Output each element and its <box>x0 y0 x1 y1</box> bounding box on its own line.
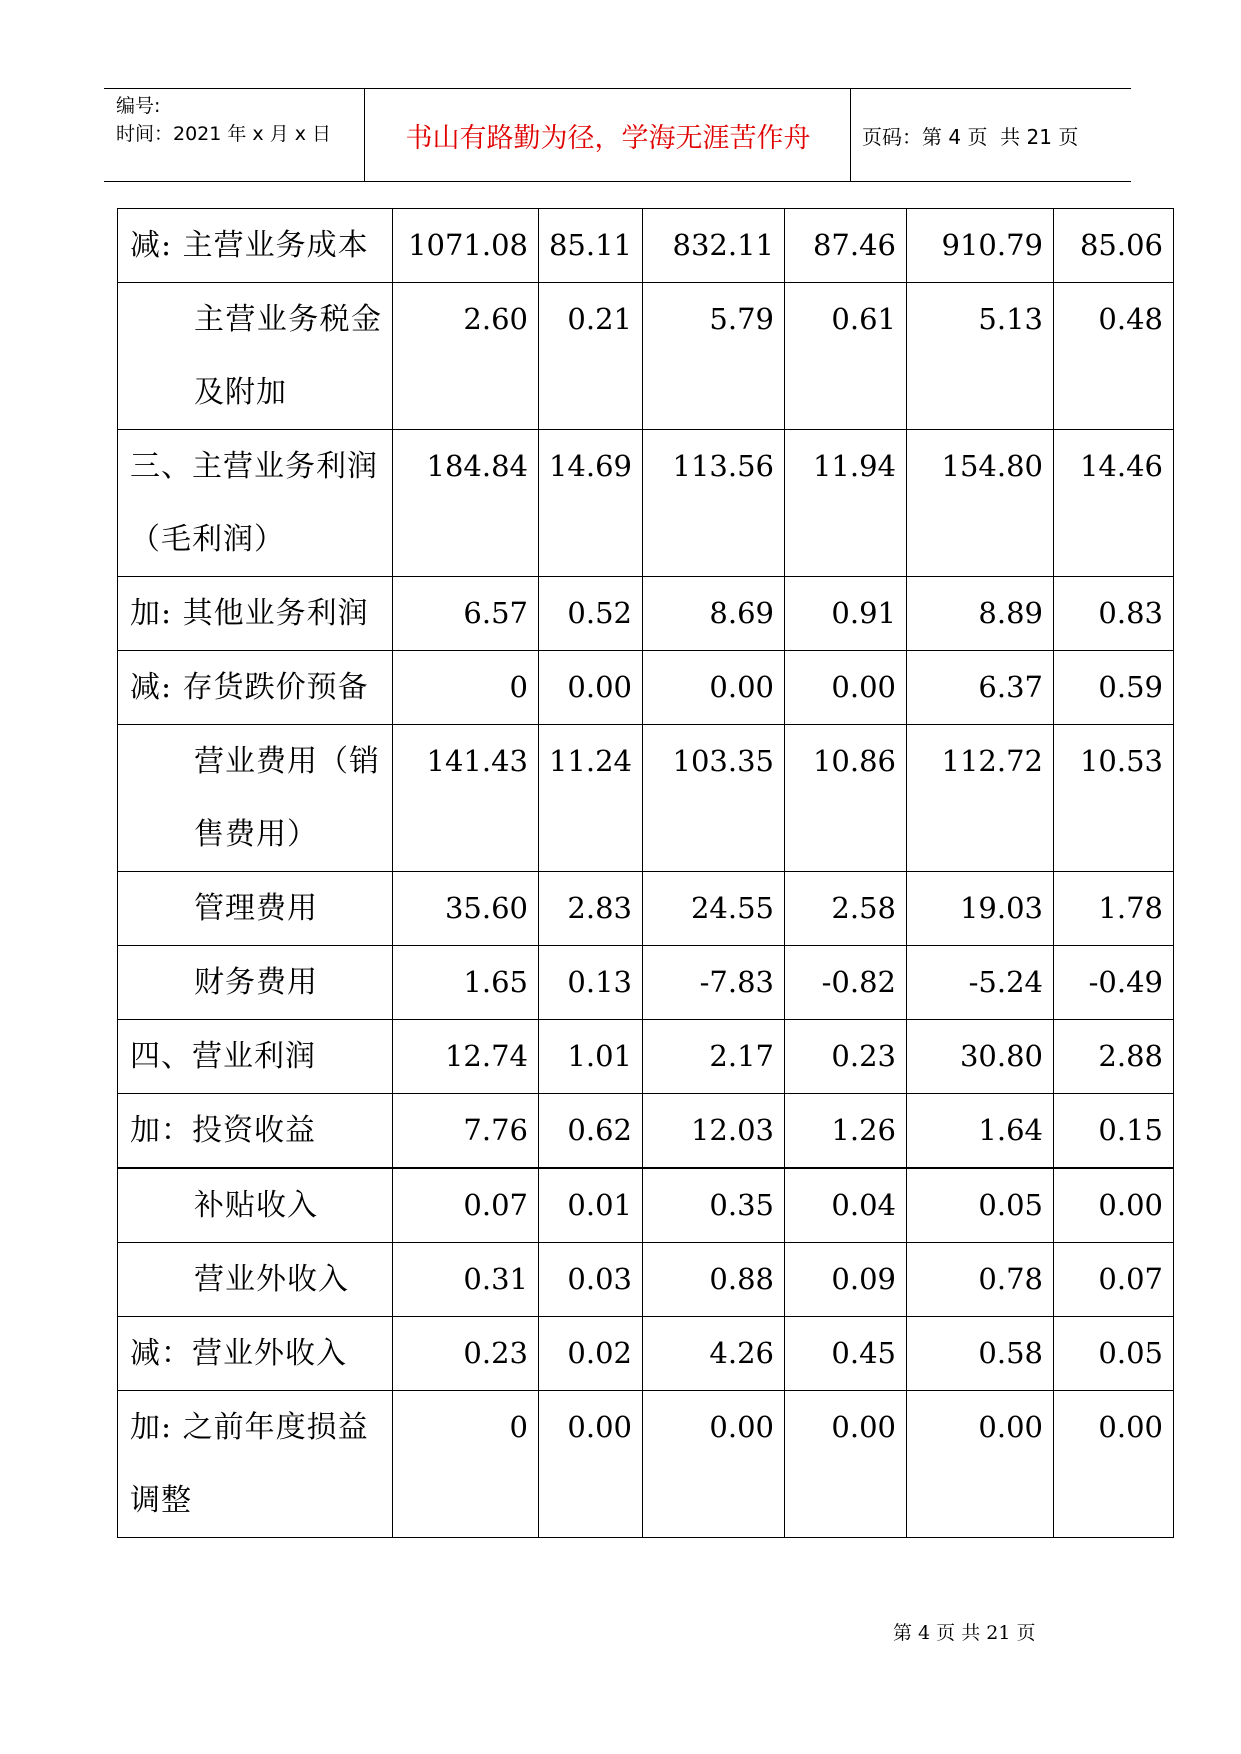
header-divider <box>850 89 851 181</box>
table-cell: 0.78 <box>907 1243 1054 1317</box>
table-row <box>118 946 1174 1020</box>
table-cell: 5.13 <box>907 283 1054 430</box>
table-cell: 103.35 <box>643 725 785 872</box>
table-cell: 30.80 <box>907 1020 1054 1094</box>
table-cell: 85.11 <box>539 209 643 283</box>
table-cell: 0.05 <box>907 1168 1054 1243</box>
row-label: 加: 其他业务利润 <box>118 577 393 651</box>
table-cell: 85.06 <box>1054 209 1174 283</box>
table-cell: 10.53 <box>1054 725 1174 872</box>
row-label: 营业外收入 <box>118 1243 393 1317</box>
page-header <box>104 88 1131 182</box>
table-cell: 154.80 <box>907 430 1054 577</box>
table-cell: 0.00 <box>643 1391 785 1538</box>
table-cell: 0.52 <box>539 577 643 651</box>
table-row <box>118 1243 1174 1317</box>
table-cell: 87.46 <box>785 209 907 283</box>
table-cell: 0.48 <box>1054 283 1174 430</box>
table-row <box>118 1317 1174 1391</box>
row-label: 加：投资收益 <box>118 1094 393 1169</box>
table-cell: 24.55 <box>643 872 785 946</box>
table-cell: 0 <box>393 1391 539 1538</box>
header-divider <box>364 89 365 181</box>
header-page-info <box>862 89 1078 181</box>
footer-page-number: 第 4 页 共 21 页 <box>893 1622 1036 1644</box>
table-cell: 0.09 <box>785 1243 907 1317</box>
table-cell: 910.79 <box>907 209 1054 283</box>
table-cell: 11.94 <box>785 430 907 577</box>
income-statement-table <box>117 208 1174 1538</box>
table-cell: 12.74 <box>393 1020 539 1094</box>
table-cell: 0.07 <box>1054 1243 1174 1317</box>
table-cell: 0.61 <box>785 283 907 430</box>
document-number-label: 编号: <box>116 95 161 117</box>
table-cell: -0.49 <box>1054 946 1174 1020</box>
row-label: 四、营业利润 <box>118 1020 393 1094</box>
table-cell: 0.62 <box>539 1094 643 1169</box>
table-cell: 2.88 <box>1054 1020 1174 1094</box>
table-cell: 0.91 <box>785 577 907 651</box>
table-cell: 0.00 <box>785 651 907 725</box>
table-cell: 4.26 <box>643 1317 785 1391</box>
table-cell: 0.58 <box>907 1317 1054 1391</box>
table-row <box>118 577 1174 651</box>
table-cell: 0.00 <box>1054 1168 1174 1243</box>
row-label: 加: 之前年度损益调整 <box>118 1391 393 1538</box>
table-row <box>118 651 1174 725</box>
table-cell: 0.21 <box>539 283 643 430</box>
table-cell: 141.43 <box>393 725 539 872</box>
table-cell: 2.58 <box>785 872 907 946</box>
row-label: 营业费用（销售费用） <box>118 725 393 872</box>
table-row <box>118 1168 1174 1243</box>
row-label: 财务费用 <box>118 946 393 1020</box>
table-cell: 14.69 <box>539 430 643 577</box>
table-cell: 19.03 <box>907 872 1054 946</box>
table-cell: 0.02 <box>539 1317 643 1391</box>
table-cell: 2.17 <box>643 1020 785 1094</box>
table-cell: 1.65 <box>393 946 539 1020</box>
table-cell: 0.13 <box>539 946 643 1020</box>
table-cell: 6.37 <box>907 651 1054 725</box>
document-time-label: 时间：2021 年 x 月 x 日 <box>116 123 332 145</box>
row-label: 减：营业外收入 <box>118 1317 393 1391</box>
table-cell: 1.26 <box>785 1094 907 1169</box>
row-label: 减: 存货跌价预备 <box>118 651 393 725</box>
table-cell: 0.00 <box>539 651 643 725</box>
table-cell: 0.15 <box>1054 1094 1174 1169</box>
table-cell: -0.82 <box>785 946 907 1020</box>
table-row <box>118 430 1174 577</box>
row-label: 减: 主营业务成本 <box>118 209 393 283</box>
table-cell: 14.46 <box>1054 430 1174 577</box>
table-cell: 0.88 <box>643 1243 785 1317</box>
table-cell: 0.00 <box>643 651 785 725</box>
table-cell: 0.00 <box>1054 1391 1174 1538</box>
table-cell: 112.72 <box>907 725 1054 872</box>
table-cell: 5.79 <box>643 283 785 430</box>
table-row <box>118 209 1174 283</box>
table-cell: 0.05 <box>1054 1317 1174 1391</box>
table-cell: 8.89 <box>907 577 1054 651</box>
table-cell: 0.04 <box>785 1168 907 1243</box>
table-cell: 11.24 <box>539 725 643 872</box>
table-cell: 1071.08 <box>393 209 539 283</box>
header-meta <box>116 92 366 148</box>
table-cell: 0 <box>393 651 539 725</box>
table-cell: 0.00 <box>785 1391 907 1538</box>
table-cell: 12.03 <box>643 1094 785 1169</box>
table-row <box>118 1094 1174 1169</box>
header-page-label: 页码：第 4 页 共 21 页 <box>862 124 1079 149</box>
table-cell: 2.83 <box>539 872 643 946</box>
table-row <box>118 1020 1174 1094</box>
table-cell: 0.31 <box>393 1243 539 1317</box>
table-cell: 1.01 <box>539 1020 643 1094</box>
table-cell: 0.03 <box>539 1243 643 1317</box>
row-label: 补贴收入 <box>118 1168 393 1243</box>
row-label: 主营业务税金及附加 <box>118 283 393 430</box>
table-cell: 0.00 <box>907 1391 1054 1538</box>
table-row <box>118 725 1174 872</box>
table-cell: 2.60 <box>393 283 539 430</box>
table-cell: -7.83 <box>643 946 785 1020</box>
table-cell: 0.45 <box>785 1317 907 1391</box>
table-cell: 6.57 <box>393 577 539 651</box>
table-cell: 0.01 <box>539 1168 643 1243</box>
table-cell: 1.78 <box>1054 872 1174 946</box>
header-motto: 书山有路勤为径，学海无涯苦作舟 <box>405 122 811 154</box>
table-row <box>118 1391 1174 1538</box>
table-cell: 113.56 <box>643 430 785 577</box>
table-row <box>118 283 1174 430</box>
table-cell: 0.23 <box>785 1020 907 1094</box>
table-cell: -5.24 <box>907 946 1054 1020</box>
table-cell: 832.11 <box>643 209 785 283</box>
table-cell: 0.83 <box>1054 577 1174 651</box>
table-cell: 184.84 <box>393 430 539 577</box>
table-cell: 8.69 <box>643 577 785 651</box>
table-cell: 0.35 <box>643 1168 785 1243</box>
table-cell: 35.60 <box>393 872 539 946</box>
table-cell: 1.64 <box>907 1094 1054 1169</box>
table-cell: 10.86 <box>785 725 907 872</box>
table-cell: 0.59 <box>1054 651 1174 725</box>
table-cell: 7.76 <box>393 1094 539 1169</box>
table-cell: 0.00 <box>539 1391 643 1538</box>
table-cell: 0.07 <box>393 1168 539 1243</box>
row-label: 三、主营业务利润（毛利润） <box>118 430 393 577</box>
table-row <box>118 872 1174 946</box>
table-cell: 0.23 <box>393 1317 539 1391</box>
row-label: 管理费用 <box>118 872 393 946</box>
